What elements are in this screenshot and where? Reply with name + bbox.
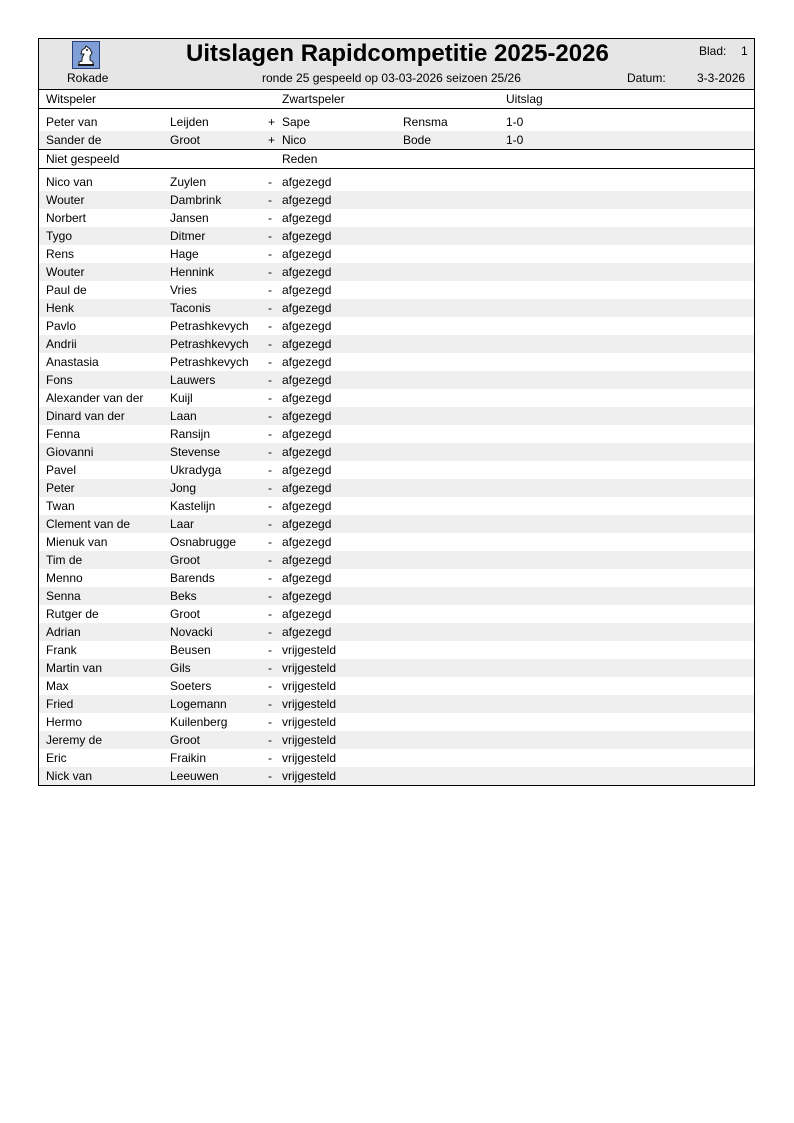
player-last-name: Kuijl (170, 391, 193, 405)
player-first-name: Rens (46, 247, 75, 261)
player-first-name: Hermo (46, 715, 83, 729)
absent-sign: - (268, 211, 272, 225)
not-played-row (39, 623, 754, 641)
absent-reason: afgezegd (282, 607, 332, 621)
player-last-name: Petrashkevych (170, 337, 249, 351)
absent-sign: - (268, 337, 272, 351)
absent-reason: afgezegd (282, 355, 332, 369)
player-last-name: Osnabrugge (170, 535, 237, 549)
absent-sign: - (268, 229, 272, 243)
game-sign: + (268, 115, 276, 129)
not-played-row (39, 731, 754, 749)
player-first-name: Martin van (46, 661, 103, 675)
absent-sign: - (268, 283, 272, 297)
not-played-row (39, 443, 754, 461)
not-played-row (39, 317, 754, 335)
not-played-row (39, 677, 754, 695)
player-last-name: Groot (170, 733, 201, 747)
absent-sign: - (268, 463, 272, 477)
game-row (39, 113, 754, 131)
player-first-name: Tim de (46, 553, 83, 567)
black-first-name: Sape (282, 115, 311, 129)
chess-knight-icon (72, 41, 100, 69)
not-played-row (39, 425, 754, 443)
not-played-row (39, 551, 754, 569)
player-first-name: Henk (46, 301, 75, 315)
not-played-row (39, 461, 754, 479)
not-played-row (39, 335, 754, 353)
player-first-name: Jeremy de (46, 733, 103, 747)
player-first-name: Rutger de (46, 607, 99, 621)
player-last-name: Jansen (170, 211, 209, 225)
game-result: 1-0 (506, 115, 524, 129)
absent-reason: afgezegd (282, 175, 332, 189)
absent-reason: afgezegd (282, 427, 332, 441)
absent-reason: afgezegd (282, 301, 332, 315)
player-first-name: Giovanni (46, 445, 94, 459)
absent-sign: - (268, 553, 272, 567)
player-last-name: Kuilenberg (170, 715, 228, 729)
not-played-row (39, 227, 754, 245)
absent-reason: vrijgesteld (282, 769, 337, 783)
absent-reason: vrijgesteld (282, 715, 337, 729)
club-name: Rokade (67, 71, 109, 85)
player-first-name: Peter (46, 481, 75, 495)
absent-sign: - (268, 589, 272, 603)
absent-reason: afgezegd (282, 283, 332, 297)
absent-sign: - (268, 175, 272, 189)
absent-reason: afgezegd (282, 445, 332, 459)
player-last-name: Beusen (170, 643, 211, 657)
page-number-label: Blad: (699, 44, 727, 58)
player-first-name: Pavel (46, 463, 77, 477)
not-played-row (39, 407, 754, 425)
player-last-name: Logemann (170, 697, 227, 711)
not-played-list (39, 173, 754, 785)
date-label: Datum: (627, 71, 666, 85)
player-first-name: Tygo (46, 229, 73, 243)
player-last-name: Ukradyga (170, 463, 222, 477)
black-first-name: Nico (282, 133, 307, 147)
absent-reason: afgezegd (282, 373, 332, 387)
player-first-name: Adrian (46, 625, 81, 639)
results-column-header (39, 90, 754, 109)
not-played-row (39, 389, 754, 407)
player-first-name: Wouter (46, 193, 85, 207)
player-first-name: Wouter (46, 265, 85, 279)
player-last-name: Hage (170, 247, 199, 261)
player-first-name: Alexander van der (46, 391, 144, 405)
white-first-name: Peter van (46, 115, 98, 129)
player-last-name: Kastelijn (170, 499, 216, 513)
absent-sign: - (268, 193, 272, 207)
absent-sign: - (268, 643, 272, 657)
absent-reason: afgezegd (282, 265, 332, 279)
absent-sign: - (268, 355, 272, 369)
player-last-name: Stevense (170, 445, 221, 459)
reason-header: Reden (282, 152, 318, 166)
absent-sign: - (268, 391, 272, 405)
not-played-label: Niet gespeeld (46, 152, 120, 166)
not-played-row (39, 533, 754, 551)
not-played-row (39, 695, 754, 713)
not-played-row (39, 191, 754, 209)
absent-sign: - (268, 247, 272, 261)
game-result: 1-0 (506, 133, 524, 147)
not-played-row (39, 173, 754, 191)
page-header (39, 39, 754, 90)
absent-reason: vrijgesteld (282, 643, 337, 657)
absent-sign: - (268, 319, 272, 333)
white-player-header: Witspeler (46, 92, 97, 106)
player-first-name: Frank (46, 643, 77, 657)
absent-reason: afgezegd (282, 247, 332, 261)
player-last-name: Lauwers (170, 373, 216, 387)
absent-sign: - (268, 697, 272, 711)
not-played-row (39, 749, 754, 767)
absent-reason: vrijgesteld (282, 697, 337, 711)
player-last-name: Ditmer (170, 229, 206, 243)
player-last-name: Barends (170, 571, 215, 585)
date-value: 3-3-2026 (697, 71, 746, 85)
player-last-name: Groot (170, 553, 201, 567)
absent-reason: afgezegd (282, 391, 332, 405)
not-played-row (39, 713, 754, 731)
absent-reason: afgezegd (282, 499, 332, 513)
result-header: Uitslag (506, 92, 543, 106)
player-last-name: Groot (170, 607, 201, 621)
not-played-row (39, 209, 754, 227)
not-played-row (39, 479, 754, 497)
absent-sign: - (268, 481, 272, 495)
player-first-name: Nico van (46, 175, 93, 189)
black-last-name: Rensma (403, 115, 448, 129)
not-played-row (39, 659, 754, 677)
absent-reason: afgezegd (282, 535, 332, 549)
game-row (39, 131, 754, 149)
absent-sign: - (268, 409, 272, 423)
player-first-name: Mienuk van (46, 535, 108, 549)
player-first-name: Fons (46, 373, 73, 387)
absent-sign: - (268, 715, 272, 729)
absent-sign: - (268, 499, 272, 513)
player-first-name: Norbert (46, 211, 87, 225)
round-subtitle: ronde 25 gespeeld op 03-03-2026 seizoen 25/26 (262, 71, 521, 85)
absent-sign: - (268, 625, 272, 639)
page-number-value: 1 (741, 44, 748, 58)
player-first-name: Andrii (46, 337, 77, 351)
not-played-row (39, 263, 754, 281)
not-played-row (39, 281, 754, 299)
not-played-row (39, 371, 754, 389)
player-first-name: Pavlo (46, 319, 77, 333)
game-sign: + (268, 133, 276, 147)
white-first-name: Sander de (46, 133, 102, 147)
absent-reason: afgezegd (282, 625, 332, 639)
player-last-name: Leeuwen (170, 769, 219, 783)
player-last-name: Fraikin (170, 751, 207, 765)
games-list (39, 113, 754, 149)
black-player-header: Zwartspeler (282, 92, 345, 106)
absent-sign: - (268, 517, 272, 531)
player-last-name: Taconis (170, 301, 211, 315)
absent-sign: - (268, 427, 272, 441)
absent-reason: afgezegd (282, 517, 332, 531)
player-first-name: Clement van de (46, 517, 131, 531)
absent-sign: - (268, 373, 272, 387)
player-first-name: Senna (46, 589, 81, 603)
player-first-name: Anastasia (46, 355, 99, 369)
player-first-name: Fenna (46, 427, 81, 441)
player-first-name: Twan (46, 499, 75, 513)
player-last-name: Gils (170, 661, 191, 675)
player-first-name: Dinard van der (46, 409, 125, 423)
player-last-name: Petrashkevych (170, 355, 249, 369)
absent-reason: vrijgesteld (282, 661, 337, 675)
player-last-name: Beks (170, 589, 197, 603)
player-first-name: Nick van (46, 769, 93, 783)
player-last-name: Laan (170, 409, 197, 423)
not-played-row (39, 569, 754, 587)
black-last-name: Bode (403, 133, 432, 147)
absent-reason: afgezegd (282, 193, 332, 207)
absent-sign: - (268, 661, 272, 675)
absent-sign: - (268, 679, 272, 693)
absent-reason: afgezegd (282, 409, 332, 423)
absent-reason: afgezegd (282, 229, 332, 243)
not-played-row (39, 605, 754, 623)
player-first-name: Menno (46, 571, 83, 585)
absent-sign: - (268, 535, 272, 549)
not-played-row (39, 767, 754, 785)
absent-sign: - (268, 733, 272, 747)
page-title: Uitslagen Rapidcompetitie 2025-2026 (186, 40, 609, 67)
player-last-name: Petrashkevych (170, 319, 249, 333)
absent-reason: afgezegd (282, 553, 332, 567)
white-last-name: Groot (170, 133, 201, 147)
not-played-row (39, 587, 754, 605)
not-played-header (39, 149, 754, 169)
absent-sign: - (268, 571, 272, 585)
player-last-name: Ransijn (170, 427, 211, 441)
absent-sign: - (268, 769, 272, 783)
absent-reason: afgezegd (282, 463, 332, 477)
player-first-name: Max (46, 679, 69, 693)
results-sheet (38, 38, 755, 786)
absent-sign: - (268, 301, 272, 315)
player-first-name: Paul de (46, 283, 87, 297)
absent-reason: vrijgesteld (282, 679, 337, 693)
absent-reason: afgezegd (282, 571, 332, 585)
absent-reason: vrijgesteld (282, 733, 337, 747)
not-played-row (39, 515, 754, 533)
player-last-name: Hennink (170, 265, 215, 279)
player-last-name: Zuylen (170, 175, 207, 189)
not-played-row (39, 641, 754, 659)
player-first-name: Eric (46, 751, 67, 765)
absent-sign: - (268, 265, 272, 279)
not-played-row (39, 245, 754, 263)
absent-sign: - (268, 445, 272, 459)
player-last-name: Jong (170, 481, 197, 495)
player-last-name: Vries (170, 283, 197, 297)
white-last-name: Leijden (170, 115, 209, 129)
absent-reason: afgezegd (282, 319, 332, 333)
player-first-name: Fried (46, 697, 74, 711)
absent-reason: afgezegd (282, 337, 332, 351)
absent-reason: afgezegd (282, 481, 332, 495)
player-last-name: Dambrink (170, 193, 222, 207)
player-last-name: Novacki (170, 625, 213, 639)
not-played-row (39, 353, 754, 371)
absent-sign: - (268, 607, 272, 621)
not-played-row (39, 299, 754, 317)
player-last-name: Laar (170, 517, 195, 531)
player-last-name: Soeters (170, 679, 212, 693)
absent-reason: afgezegd (282, 211, 332, 225)
not-played-row (39, 497, 754, 515)
absent-reason: vrijgesteld (282, 751, 337, 765)
absent-reason: afgezegd (282, 589, 332, 603)
absent-sign: - (268, 751, 272, 765)
